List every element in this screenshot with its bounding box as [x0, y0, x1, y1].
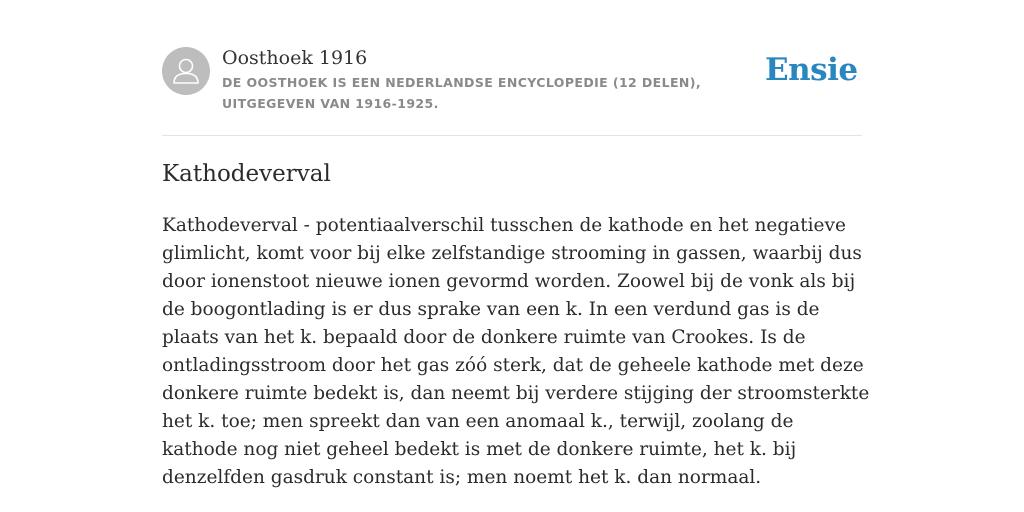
source-description: DE OOSTHOEK IS EEN NEDERLANDSE ENCYCLOPEDIE (12 DELEN), UITGEGEVEN VAN 1916-1925.: [222, 75, 702, 111]
entry-title: Kathodeverval: [162, 161, 331, 187]
avatar[interactable]: [162, 47, 210, 95]
source-title[interactable]: Oosthoek 1916: [222, 47, 368, 69]
divider: [162, 135, 862, 136]
source-header: [162, 46, 862, 136]
entry-body: Kathodeverval - potentiaalverschil tusschen de kathode en het negatieve glimlicht, komt voor bij elke zelfstandige strooming in gassen, waarbij dus door ionenstoot nieuwe ionen gevormd worden. Zoowel bij de vonk als bij de boogontlading is er dus sprake van een k. In een verdund gas is de plaats van het k. bepaald door de donkere ruimte van Crookes. Is de ontladingsstroom door het gas zóó sterk, dat de geheele kathode met deze donkere ruimte bedekt is, dan neemt bij verdere stijging der stroomsterkte het k. toe; men spreekt dan van een anomaal k., terwijl, zoolang de kathode nog niet geheel bedekt is met de donkere ruimte, het k. bij denzelfden gasdruk constant is; men noemt het k. dan normaal.: [162, 215, 870, 488]
ensie-logo[interactable]: Ensie: [765, 52, 858, 88]
user-silhouette-icon: [162, 47, 210, 95]
